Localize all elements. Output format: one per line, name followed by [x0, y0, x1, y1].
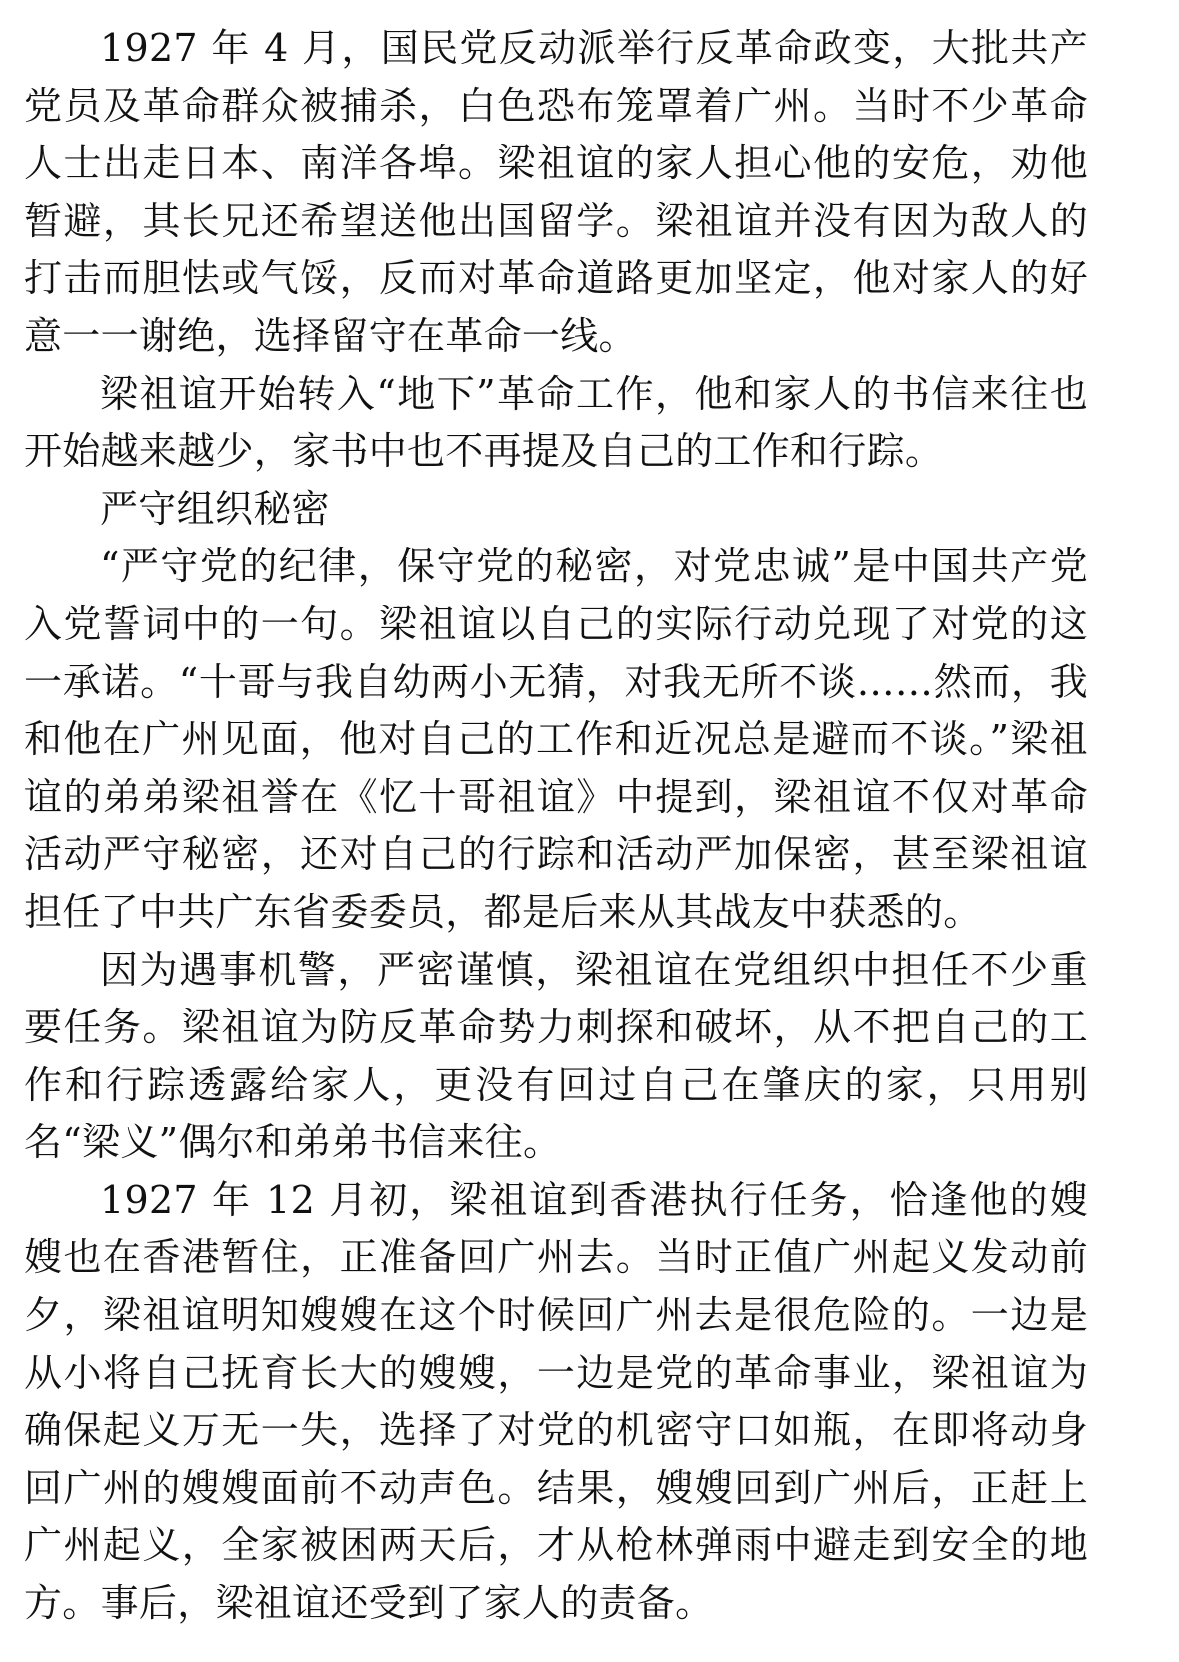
- paragraph-5: 1927 年 12 月初，梁祖谊到香港执行任务，恰逢他的嫂嫂也在香港暂住，正准备回广州去。当时正值广州起义发动前夕，梁祖谊明知嫂嫂在这个时候回广州去是很危险的。一边是从小将自己抚育长大的嫂嫂，一边是党的革命事业，梁祖谊为确保起义万无一失，选择了对党的机密守口如瓶，在即将动身回广州的嫂嫂面前不动声色。结果，嫂嫂回到广州后，正赶上广州起义，全家被困两天后，才从枪林弹雨中避走到安全的地方。事后，梁祖谊还受到了家人的责备。: [24, 1177, 1088, 1626]
- paragraph-1: 1927 年 4 月，国民党反动派举行反革命政变，大批共产党员及革命群众被捕杀，白色恐布笼罩着广州。当时不少革命人士出走日本、南洋各埠。梁祖谊的家人担心他的安危，劝他暂避，其长兄还希望送他出国留学。梁祖谊并没有因为敌人的打击而胆怯或气馁，反而对革命道路更加坚定，他对家人的好意一一谢绝，选择留守在革命一线。: [24, 26, 1088, 358]
- paragraph-3: “严守党的纪律，保守党的秘密，对党忠诚”是中国共产党入党誓词中的一句。梁祖谊以自己的实际行动兑现了对党的这一承诺。“十哥与我自幼两小无猜，对我无所不谈……然而，我和他在广州见面，他对自己的工作和近况总是避而不谈。”梁祖谊的弟弟梁祖誉在《忆十哥祖谊》中提到，梁祖谊不仅对革命活动严守秘密，还对自己的行踪和活动严加保密，甚至梁祖谊担任了中共广东省委委员，都是后来从其战友中获悉的。: [24, 544, 1088, 934]
- paragraph-2: 梁祖谊开始转入“地下”革命工作，他和家人的书信来往也开始越来越少，家书中也不再提及自己的工作和行踪。: [24, 371, 1088, 474]
- article-body: [24, 20, 1088, 1633]
- section-heading: 严守组织秘密: [100, 486, 330, 531]
- paragraph-4: 因为遇事机警，严密谨慎，梁祖谊在党组织中担任不少重要任务。梁祖谊为防反革命势力刺探和破坏，从不把自己的工作和行踪透露给家人，更没有回过自己在肇庆的家，只用别名“梁义”偶尔和弟弟书信来往。: [24, 947, 1088, 1165]
